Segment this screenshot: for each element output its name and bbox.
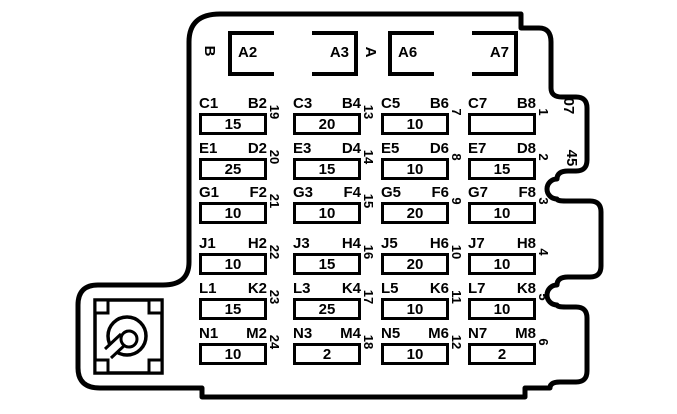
pin-number: 9 (449, 197, 465, 205)
fuse-box (293, 158, 361, 180)
terminal-pair (468, 281, 536, 298)
fuse-box (199, 253, 267, 275)
relay-terminal: A7 (489, 44, 509, 61)
fuse-box (381, 253, 449, 275)
fuse-box (199, 298, 267, 320)
fuse-box (199, 113, 267, 135)
fuse-amps: 10 (406, 160, 424, 178)
fuse-cell (468, 95, 552, 135)
pin-number: 22 (267, 244, 283, 260)
terminal-pair (293, 281, 361, 298)
fuse-box (293, 113, 361, 135)
fuse-box (293, 202, 361, 224)
terminal-right: M6 (428, 325, 449, 342)
terminal-right: B8 (516, 95, 536, 112)
fuse-amps: 15 (224, 300, 242, 318)
terminal-right: H6 (429, 235, 449, 252)
terminal-right: K4 (341, 280, 361, 297)
fuse-box (293, 298, 361, 320)
terminal-right: K2 (247, 280, 267, 297)
terminal-pair (199, 185, 267, 202)
relay-terminal: A3 (329, 44, 349, 61)
fuse-amps: 10 (224, 204, 242, 222)
pin-number: 16 (361, 244, 377, 260)
fuse-amps: 10 (493, 204, 511, 222)
pin-number: 20 (267, 149, 283, 165)
fuse-cell (293, 184, 377, 224)
terminal-pair (199, 236, 267, 253)
fuse-box (381, 158, 449, 180)
terminal-left: E7 (468, 140, 487, 157)
terminal-right: F6 (431, 184, 449, 201)
terminal-pair (381, 236, 449, 253)
terminal-left: G5 (381, 184, 402, 201)
terminal-left: C3 (293, 95, 313, 112)
terminal-right: M8 (515, 325, 536, 342)
fuse-cell (293, 95, 377, 135)
terminal-pair (381, 281, 449, 298)
terminal-left: G3 (293, 184, 314, 201)
terminal-right: H8 (516, 235, 536, 252)
terminal-right: K6 (429, 280, 449, 297)
pin-number: 18 (361, 334, 377, 350)
pin-number: 15 (361, 193, 377, 209)
key-icon (95, 300, 162, 373)
terminal-left: C5 (381, 95, 401, 112)
terminal-pair (468, 236, 536, 253)
fuse-box (468, 158, 536, 180)
pin-number: 21 (267, 193, 283, 209)
relay-socket-a6-a7 (388, 31, 518, 76)
fuse-cell (468, 140, 552, 180)
terminal-right: D6 (429, 140, 449, 157)
fuse-box (293, 343, 361, 365)
terminal-right: H2 (247, 235, 267, 252)
relay-terminal: A6 (398, 44, 418, 61)
terminal-right: B4 (341, 95, 361, 112)
fuse-box (468, 202, 536, 224)
terminal-left: J5 (381, 235, 398, 252)
terminal-pair (468, 326, 536, 343)
fuse-box (381, 298, 449, 320)
terminal-pair (293, 96, 361, 113)
terminal-left: E1 (199, 140, 218, 157)
relay-bracket-right (312, 31, 358, 76)
fuse-box (468, 113, 536, 135)
pin-number: 17 (361, 289, 377, 305)
fuse-amps: 10 (493, 300, 511, 318)
pin-number: 7 (449, 108, 465, 116)
terminal-left: J1 (199, 235, 216, 252)
fuse-amps: 25 (224, 160, 242, 178)
edge-label-07: 07 (560, 97, 578, 115)
edge-label-45: 45 (563, 149, 581, 167)
fuse-cell (381, 325, 465, 365)
pin-number: 4 (536, 248, 552, 256)
terminal-left: C7 (468, 95, 488, 112)
fuse-cell (381, 95, 465, 135)
relay-side-label-a: A (362, 46, 380, 58)
terminal-pair (381, 141, 449, 158)
relay-bracket-left (228, 31, 274, 76)
terminal-left: G1 (199, 184, 220, 201)
terminal-left: N3 (293, 325, 313, 342)
terminal-pair (293, 185, 361, 202)
pin-number: 19 (267, 104, 283, 120)
fuse-cell (468, 235, 552, 275)
terminal-left: L5 (381, 280, 399, 297)
fuse-cell (293, 280, 377, 320)
fuse-amps: 15 (493, 160, 511, 178)
fuse-amps: 20 (406, 204, 424, 222)
pin-number: 13 (361, 104, 377, 120)
fuse-box (468, 298, 536, 320)
fuse-amps: 10 (224, 255, 242, 273)
fuse-amps: 15 (224, 115, 242, 133)
terminal-right: M4 (340, 325, 361, 342)
terminal-right: F2 (249, 184, 267, 201)
terminal-left: N5 (381, 325, 401, 342)
fuse-cell (199, 325, 283, 365)
relay-terminal: A2 (238, 44, 258, 61)
terminal-right: M2 (246, 325, 267, 342)
fuse-box (381, 202, 449, 224)
fuse-box (199, 202, 267, 224)
fuse-amps: 25 (318, 300, 336, 318)
terminal-pair (468, 185, 536, 202)
relay-bracket-left (388, 31, 434, 76)
terminal-pair (199, 141, 267, 158)
terminal-pair (293, 141, 361, 158)
pin-number: 14 (361, 149, 377, 165)
terminal-right: F4 (343, 184, 361, 201)
fuse-box (199, 158, 267, 180)
terminal-pair (381, 96, 449, 113)
pin-number: 23 (267, 289, 283, 305)
fuse-box (381, 343, 449, 365)
relay-socket-a2-a3 (228, 31, 358, 76)
terminal-right: D8 (516, 140, 536, 157)
terminal-left: J3 (293, 235, 310, 252)
fuse-box (468, 253, 536, 275)
fuse-cell (381, 140, 465, 180)
terminal-right: K8 (516, 280, 536, 297)
terminal-pair (468, 141, 536, 158)
fuse-box (199, 343, 267, 365)
terminal-left: N1 (199, 325, 219, 342)
pin-number: 3 (536, 197, 552, 205)
pin-number: 5 (536, 293, 552, 301)
terminal-left: L1 (199, 280, 217, 297)
pin-number: 12 (449, 334, 465, 350)
fuse-amps: 2 (497, 345, 507, 363)
pin-number: 24 (267, 334, 283, 350)
fuse-box (381, 113, 449, 135)
terminal-left: E3 (293, 140, 312, 157)
fuse-cell (199, 140, 283, 180)
fuse-amps: 2 (322, 345, 332, 363)
fuse-cell (468, 280, 552, 320)
terminal-right: D4 (341, 140, 361, 157)
terminal-pair (381, 185, 449, 202)
fuse-cell (199, 280, 283, 320)
terminal-pair (381, 326, 449, 343)
fuse-amps: 20 (318, 115, 336, 133)
pin-number: 1 (536, 108, 552, 116)
terminal-pair (293, 326, 361, 343)
fuse-cell (199, 184, 283, 224)
terminal-right: D2 (247, 140, 267, 157)
pin-number: 11 (449, 290, 465, 304)
fuse-cell (468, 184, 552, 224)
terminal-right: B2 (247, 95, 267, 112)
terminal-left: L7 (468, 280, 486, 297)
terminal-right: H4 (341, 235, 361, 252)
terminal-pair (199, 96, 267, 113)
terminal-left: J7 (468, 235, 485, 252)
terminal-left: E5 (381, 140, 400, 157)
terminal-right: F8 (518, 184, 536, 201)
fuse-amps: 15 (318, 160, 336, 178)
fuse-amps: 10 (493, 255, 511, 273)
fuse-cell (381, 280, 465, 320)
fuse-cell (199, 235, 283, 275)
terminal-pair (199, 281, 267, 298)
terminal-left: G7 (468, 184, 489, 201)
fuse-cell (199, 95, 283, 135)
fuse-amps: 10 (406, 300, 424, 318)
pin-number: 10 (449, 244, 465, 260)
fuse-amps: 15 (318, 255, 336, 273)
fuse-box (293, 253, 361, 275)
fuse-cell (468, 325, 552, 365)
fuse-cell (293, 140, 377, 180)
fuse-cell (381, 184, 465, 224)
fuse-cell (293, 235, 377, 275)
fuse-amps: 10 (224, 345, 242, 363)
pin-number: 2 (536, 153, 552, 161)
fuse-cell (381, 235, 465, 275)
fuse-amps: 10 (406, 345, 424, 363)
fuse-box (468, 343, 536, 365)
pin-number: 8 (449, 153, 465, 161)
terminal-left: C1 (199, 95, 219, 112)
fuse-amps: 20 (406, 255, 424, 273)
terminal-pair (293, 236, 361, 253)
pin-number: 6 (536, 338, 552, 346)
fuse-amps: 10 (318, 204, 336, 222)
terminal-pair (199, 326, 267, 343)
relay-side-label-b: B (201, 45, 219, 57)
terminal-left: L3 (293, 280, 311, 297)
relay-bracket-right (472, 31, 518, 76)
terminal-pair (468, 96, 536, 113)
terminal-right: B6 (429, 95, 449, 112)
terminal-left: N7 (468, 325, 488, 342)
fuse-amps: 10 (406, 115, 424, 133)
fuse-cell (293, 325, 377, 365)
